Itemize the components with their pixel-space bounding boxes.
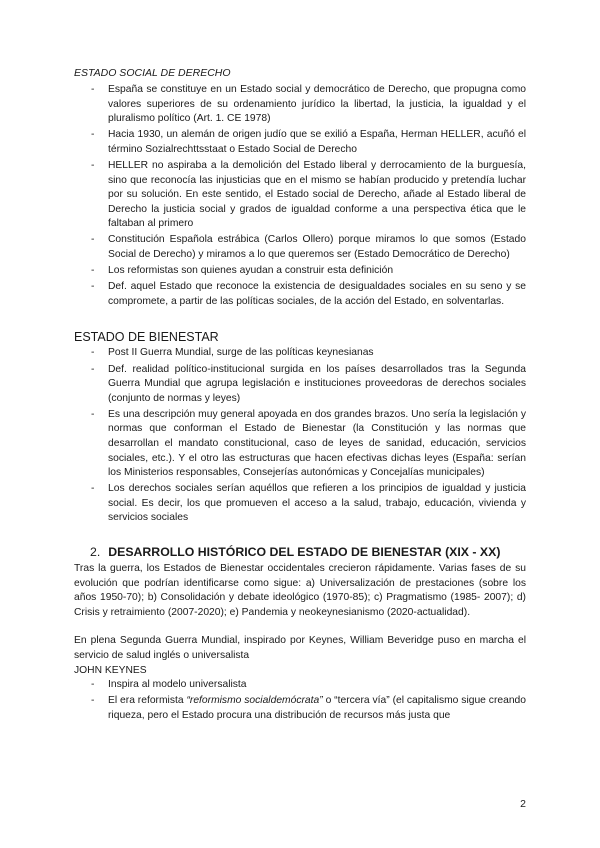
paragraph-beveridge: En plena Segunda Guerra Mundial, inspirado por Keynes, William Beveridge puso en marcha el servicio de salud inglés o universalista — [74, 635, 526, 661]
list-item-text: Post II Guerra Mundial, surge de las políticas keynesianas — [108, 347, 374, 359]
keynes-list — [74, 678, 526, 723]
section-title-estado-social: ESTADO SOCIAL DE DERECHO — [74, 67, 231, 79]
dash-marker: - — [91, 129, 95, 141]
list-item — [74, 233, 526, 262]
list-item-text: HELLER no aspiraba a la demolición del Estado liberal y derrocamiento de la burguesía, sino que reconocía las injusticias que en el mismo se habían producido y pretendía luchar por su solución. En este sentido, el Estado social de Derecho, añade al Estado liberal de Derecho la justicia social y grados de igualdad conforme a una perspectiva ética que le faltaban al primero — [108, 159, 526, 230]
list-item-text: Inspira al modelo universalista — [108, 679, 247, 691]
heading-text: DESARROLLO HISTÓRICO DEL ESTADO DE BIENESTAR (XIX - XX) — [108, 545, 501, 560]
list-item — [74, 408, 526, 481]
page-number: 2 — [520, 798, 526, 810]
dash-marker: - — [91, 408, 95, 420]
dash-marker: - — [91, 234, 95, 246]
dash-marker: - — [91, 483, 95, 495]
dash-marker: - — [91, 695, 95, 707]
list-item-text: Es una descripción muy general apoyada en dos grandes brazos. Uno sería la legislación y normas que conforman el Estado de Bienestar (la Constitución y las normas que desarrollan el mandato constitucional, caso de leyes de sanidad, educación, servicios sociales, etc.). Y el otro las estructuras que hacen efectivas dichas leyes (España: serían los Ministerios responsables, Consejerías autonómicas y Concejalías municipales) — [108, 408, 526, 479]
list-item — [74, 694, 526, 723]
dash-marker: - — [91, 347, 95, 359]
list-item-text: Los derechos sociales serían aquéllos que refieren a los principios de igualdad y justicia social. Es decir, los que promueven el acceso a la salud, trabajo, educación, vivienda y servicios sociales — [108, 483, 526, 524]
dash-marker: - — [91, 281, 95, 293]
estado-bienestar-list — [74, 346, 526, 526]
section-title-estado-bienestar: ESTADO DE BIENESTAR — [74, 330, 219, 345]
paragraph-gap — [74, 620, 526, 634]
dash-marker: - — [91, 84, 95, 95]
heading-number: 2. — [90, 545, 101, 560]
page-content — [74, 66, 526, 725]
list-item — [74, 482, 526, 526]
dash-marker: - — [91, 159, 95, 171]
paragraph-fases: Tras la guerra, los Estados de Bienestar occidentales crecieron rápidamente. Varias fases de su evolución que podrían identificarse como sigue: a) Universalización de prestaciones (sobre los años 1950-70); b) Consolidación y debate ideológico (1970-85); c) Pragmatismo (1985- 2007); d) Crisis y retraimiento (2007-2020); e) Pandemia y neokeynesianismo (2020-actualidad). — [74, 563, 526, 618]
list-item-text: Def. aquel Estado que reconoce la existencia de desigualdades sociales en su seno y se compromete, a partir de las políticas sociales, de la acción del Estado, en solventarlas. — [108, 281, 526, 307]
list-item — [74, 280, 526, 309]
dash-marker: - — [91, 679, 95, 691]
list-item — [74, 83, 526, 127]
list-item-text-pre: El era reformista — [108, 695, 187, 707]
list-item-text: Los reformistas son quienes ayudan a construir esta definición — [108, 265, 394, 277]
estado-social-list — [74, 83, 526, 309]
list-item-text-italic: “reformismo socialdemócrata” — [186, 695, 323, 707]
list-item — [74, 159, 526, 232]
list-item-text: Constitución Española estrábica (Carlos Ollero) porque miramos lo que somos (Estado Social de Derecho) y miramos a lo que queremos ser (Estado Democrático de Derecho) — [108, 234, 526, 261]
dash-marker: - — [91, 265, 95, 277]
list-item — [74, 678, 526, 693]
list-item-text: Hacia 1930, un alemán de origen judío que se exilió a España, Herman HELLER, acuñó el término Sozialrechttsstaat o Estado Social de Derecho — [108, 129, 526, 155]
list-item — [74, 264, 526, 279]
list-item-text: Def. realidad político-institucional surgida en los países desarrollados tras la Segunda Guerra Mundial que agrupa legislación e instituciones proveedoras de derechos sociales (conjunto de normas y leyes) — [108, 363, 526, 404]
list-item — [74, 363, 526, 407]
list-item — [74, 128, 526, 157]
heading-desarrollo-historico — [74, 544, 526, 560]
list-item-text: España se constituye en un Estado social y democrático de Derecho, que propugna como valores superiores de su ordenamiento jurídico la libertad, la justicia, la igualdad y el pluralismo político (Art. 1. CE 1978) — [108, 84, 526, 125]
label-john-keynes: JOHN KEYNES — [74, 664, 147, 676]
list-item — [74, 346, 526, 361]
dash-marker: - — [91, 363, 95, 375]
list-item-text-rest: o “tercera vía” (el capitalismo sigue creando riqueza, pero el Estado procura una distribución de recursos más justa que — [108, 695, 527, 721]
